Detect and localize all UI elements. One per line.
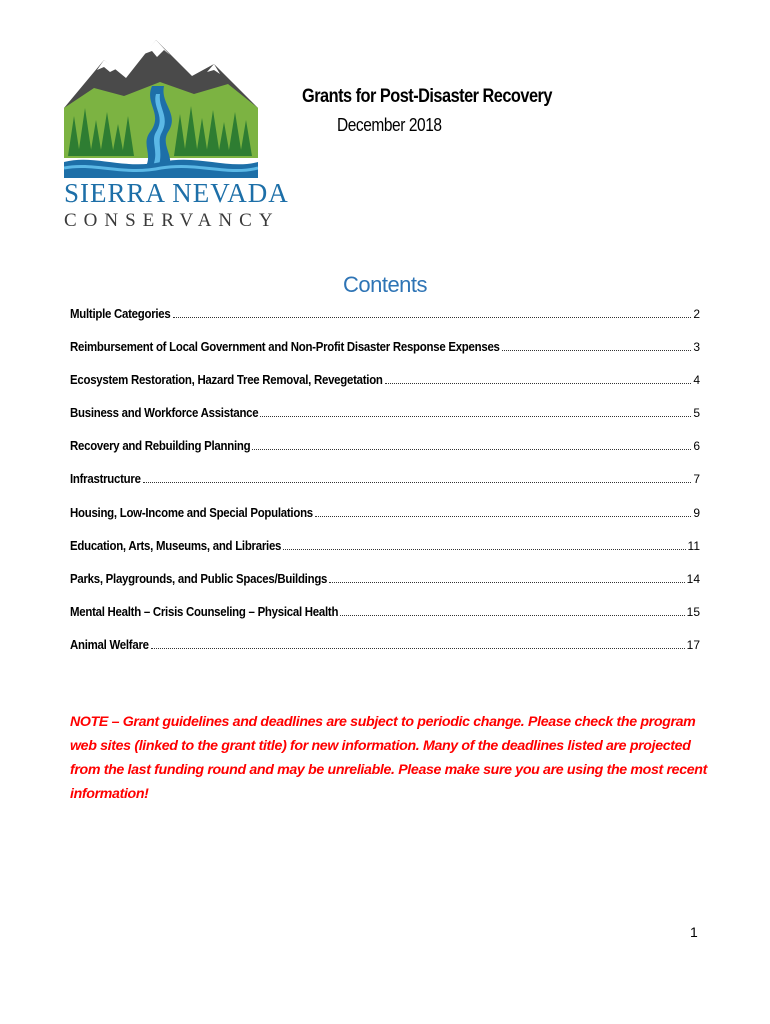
toc-entry-page: 3	[693, 340, 700, 355]
toc-entry-label: Multiple Categories	[70, 306, 171, 321]
toc-entry-label: Business and Workforce Assistance	[70, 405, 259, 421]
toc-dot-leader	[329, 582, 684, 583]
logo-wordmark-line1: SIERRA NEVADA	[64, 178, 289, 208]
toc-entry-page: 6	[693, 439, 700, 454]
toc-dot-leader	[385, 383, 691, 384]
toc-dot-leader	[143, 482, 691, 483]
toc-dot-leader	[173, 317, 692, 318]
contents-heading: Contents	[342, 272, 428, 297]
toc-entry-reimbursement[interactable]	[70, 339, 700, 372]
toc-entry-page: 4	[693, 373, 700, 388]
toc-entry-parks-playgrounds[interactable]	[70, 571, 700, 604]
toc-dot-leader	[260, 416, 691, 417]
toc-entry-page: 14	[686, 571, 700, 586]
sierra-nevada-conservancy-logo	[64, 38, 289, 231]
mountain-forest-river-icon	[64, 38, 258, 178]
toc-entry-label: Animal Welfare	[70, 636, 149, 652]
toc-dot-leader	[283, 549, 685, 550]
page-number: 1	[690, 924, 698, 940]
table-of-contents	[70, 306, 700, 670]
toc-entry-ecosystem-restoration[interactable]	[70, 372, 700, 405]
toc-entry-label: Infrastructure	[70, 471, 141, 487]
toc-entry-education-arts[interactable]	[70, 538, 700, 571]
toc-entry-label: Mental Health – Crisis Counseling – Physical Health	[70, 603, 339, 619]
toc-entry-page: 7	[693, 472, 700, 487]
toc-dot-leader	[151, 648, 684, 649]
toc-entry-page: 17	[686, 637, 700, 652]
toc-entry-animal-welfare[interactable]	[70, 637, 700, 670]
toc-entry-label: Education, Arts, Museums, and Libraries	[70, 537, 282, 553]
document-date: December 2018	[337, 115, 442, 135]
toc-entry-page: 15	[686, 604, 700, 619]
toc-entry-page: 2	[693, 307, 700, 321]
toc-dot-leader	[252, 449, 691, 450]
toc-entry-label: Housing, Low-Income and Special Populations	[70, 504, 313, 520]
logo-wordmark-line2: CONSERVANCY	[64, 210, 280, 231]
toc-entry-label: Ecosystem Restoration, Hazard Tree Removal, Revegetation	[70, 372, 383, 388]
toc-entry-housing[interactable]	[70, 505, 700, 538]
document-title: Grants for Post-Disaster Recovery	[302, 86, 552, 107]
toc-entry-recovery-planning[interactable]	[70, 438, 700, 471]
toc-entry-label: Recovery and Rebuilding Planning	[70, 438, 251, 454]
toc-entry-page: 9	[693, 505, 700, 520]
toc-entry-infrastructure[interactable]	[70, 471, 700, 504]
toc-entry-business-workforce[interactable]	[70, 405, 700, 438]
toc-entry-page: 11	[687, 538, 700, 553]
toc-entry-label: Parks, Playgrounds, and Public Spaces/Buildings	[70, 570, 328, 586]
toc-entry-label: Reimbursement of Local Government and Non-Profit Disaster Response Expenses	[70, 339, 500, 355]
disclaimer-note: NOTE – Grant guidelines and deadlines are subject to periodic change. Please check the program web sites (linked to the grant title) for new information. Many of the deadlines listed are projected from the last funding round and may be unreliable. Please make sure you are using the most recent information!	[70, 714, 707, 802]
toc-entry-page: 5	[693, 406, 700, 421]
toc-dot-leader	[315, 516, 691, 517]
toc-dot-leader	[340, 615, 685, 616]
toc-entry-multiple-categories[interactable]	[70, 306, 700, 339]
toc-entry-mental-health[interactable]	[70, 604, 700, 637]
toc-dot-leader	[502, 350, 691, 351]
